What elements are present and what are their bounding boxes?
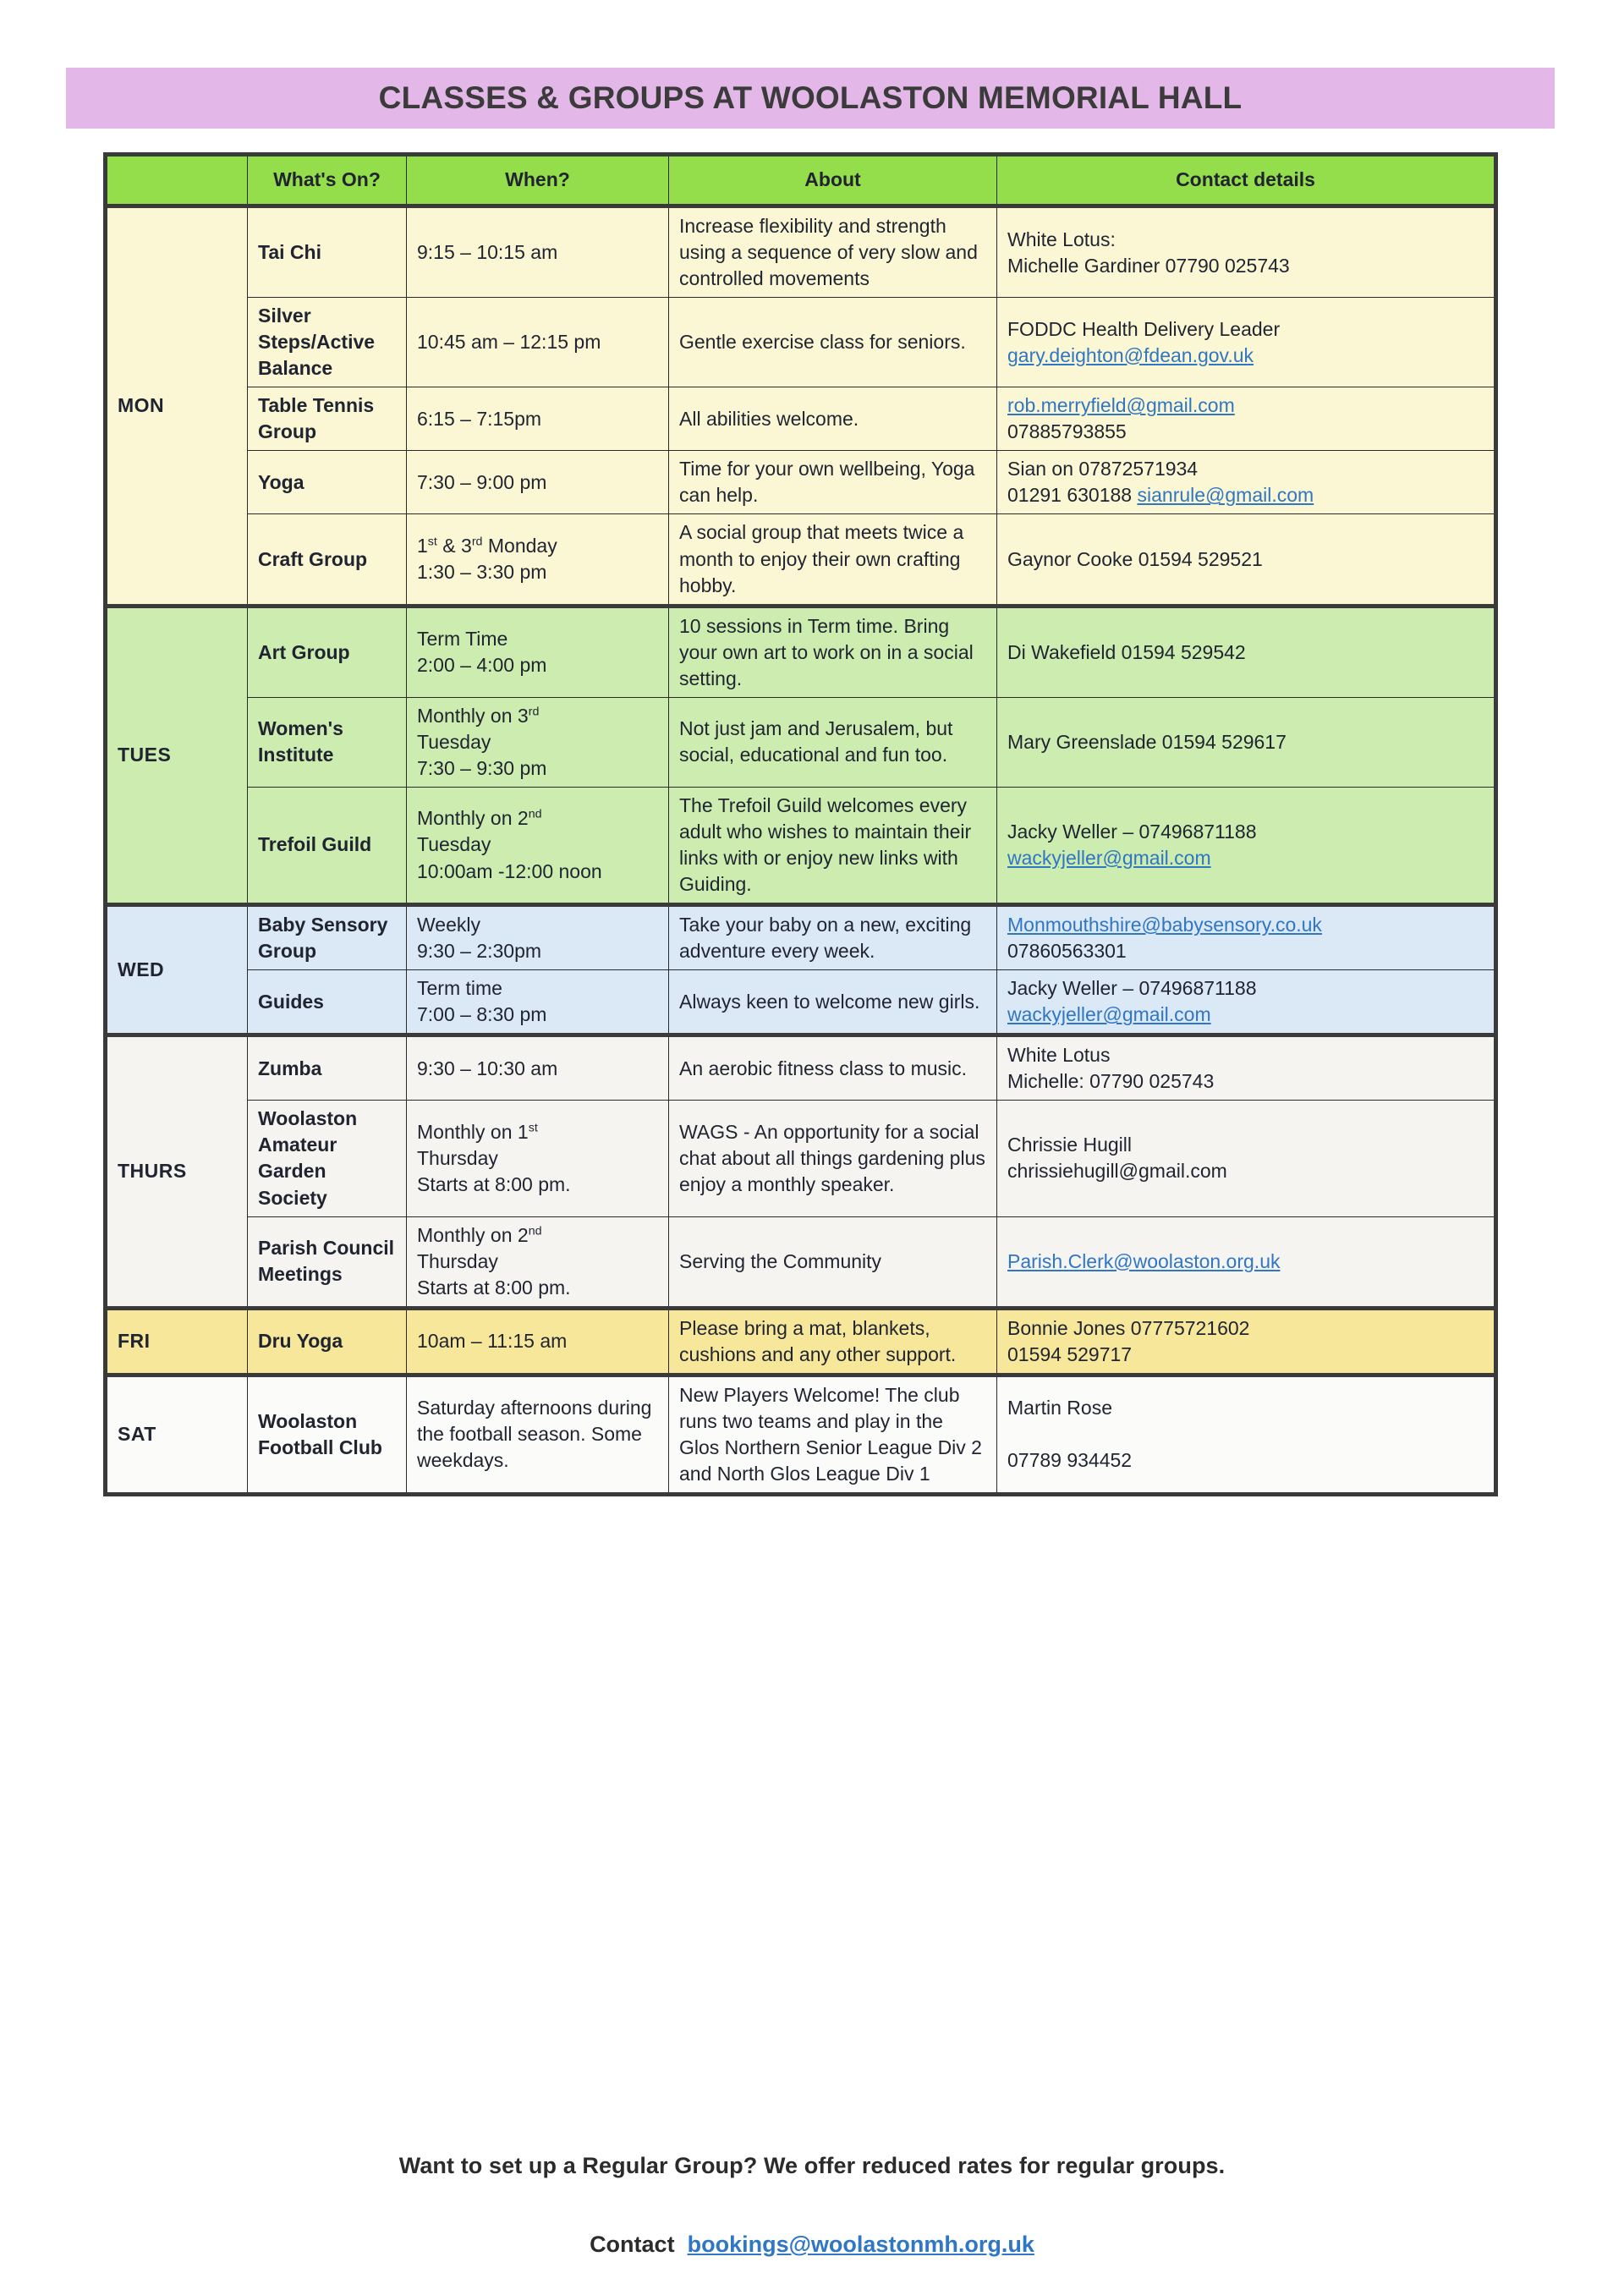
contact-text: Bonnie Jones 07775721602 <box>1007 1316 1250 1339</box>
contact-line <box>1007 1158 1484 1184</box>
activity-contact <box>997 970 1496 1035</box>
column-header-whats-on: What's On? <box>248 155 407 206</box>
table-body <box>106 206 1496 1495</box>
activity-when: 9:30 – 10:30 am <box>407 1035 669 1101</box>
contact-text: Chrissie Hugill <box>1007 1134 1132 1156</box>
contact-text: chrissiehugill@gmail.com <box>1007 1160 1227 1183</box>
activity-when: 10:45 am – 12:15 pm <box>407 298 669 387</box>
contact-line <box>1007 1315 1484 1342</box>
table-row <box>106 1035 1496 1101</box>
activity-when: Monthly on 3rd Tuesday 7:30 – 9:30 pm <box>407 697 669 787</box>
table-row <box>106 387 1496 451</box>
contact-line <box>1007 729 1484 755</box>
activity-contact <box>997 697 1496 787</box>
activity-when: 6:15 – 7:15pm <box>407 387 669 451</box>
contact-email-link[interactable]: wackyjeller@gmail.com <box>1007 1003 1211 1026</box>
contact-line <box>1007 227 1484 253</box>
activity-contact <box>997 1035 1496 1101</box>
contact-line[interactable] <box>1007 845 1484 871</box>
page-title: CLASSES & GROUPS AT WOOLASTON MEMORIAL HALL <box>378 80 1243 115</box>
day-cell-fri: FRI <box>106 1308 248 1375</box>
contact-text: White Lotus <box>1007 1044 1111 1067</box>
activity-when: Term time 7:00 – 8:30 pm <box>407 970 669 1035</box>
activity-about: Gentle exercise class for seniors. <box>669 298 997 387</box>
title-banner <box>66 68 1555 129</box>
activity-about: Increase flexibility and strength using a sequence of very slow and controlled movements <box>669 206 997 298</box>
activity-contact <box>997 1216 1496 1308</box>
activity-about: Always keen to welcome new girls. <box>669 970 997 1035</box>
activity-name: Trefoil Guild <box>248 787 407 904</box>
contact-text: 07885793855 <box>1007 420 1127 443</box>
activity-name: Craft Group <box>248 514 407 606</box>
contact-line <box>1007 482 1484 508</box>
contact-text: 01594 529717 <box>1007 1342 1133 1365</box>
column-header-when: When? <box>407 155 669 206</box>
contact-line <box>1007 316 1484 343</box>
table-row <box>106 697 1496 787</box>
contact-line <box>1007 253 1484 279</box>
contact-text: 07860563301 <box>1007 940 1127 963</box>
activity-name: Table Tennis Group <box>248 387 407 451</box>
activity-contact <box>997 1308 1496 1375</box>
schedule-table-wrapper <box>103 152 1494 1496</box>
activity-about: Time for your own wellbeing, Yoga can help. <box>669 451 997 514</box>
table-row <box>106 1375 1496 1494</box>
contact-text: Michelle Gardiner 07790 025743 <box>1007 254 1290 277</box>
activity-about: Not just jam and Jerusalem, but social, educational and fun too. <box>669 697 997 787</box>
day-cell-tues: TUES <box>106 606 248 904</box>
activity-contact <box>997 905 1496 970</box>
activity-name: Tai Chi <box>248 206 407 298</box>
activity-about: New Players Welcome! The club runs two teams and play in the Glos Northern Senior League Div 2 and North Glos League Div 1 <box>669 1375 997 1494</box>
contact-email-link[interactable]: wackyjeller@gmail.com <box>1007 846 1211 869</box>
activity-about: 10 sessions in Term time. Bring your own art to work on in a social setting. <box>669 606 997 697</box>
contact-text: FODDC Health Delivery Leader <box>1007 317 1281 340</box>
table-row <box>106 970 1496 1035</box>
contact-line[interactable] <box>1007 393 1484 419</box>
contact-line[interactable] <box>1007 343 1484 369</box>
contact-text: Gaynor Cooke 01594 529521 <box>1007 547 1263 570</box>
activity-contact <box>997 514 1496 606</box>
activity-when: 1st & 3rd Monday 1:30 – 3:30 pm <box>407 514 669 606</box>
table-head <box>106 155 1496 206</box>
column-header-day <box>106 155 248 206</box>
activity-about: The Trefoil Guild welcomes every adult who wishes to maintain their links with or enjoy new links with Guiding. <box>669 787 997 904</box>
activity-name: Woolaston Amateur Garden Society <box>248 1101 407 1216</box>
day-cell-sat: SAT <box>106 1375 248 1494</box>
activity-when: Saturday afternoons during the football season. Some weekdays. <box>407 1375 669 1494</box>
activity-when: Monthly on 2nd Tuesday 10:00am -12:00 noon <box>407 787 669 904</box>
contact-text: 01291 630188 <box>1007 484 1138 507</box>
table-row <box>106 606 1496 697</box>
contact-text: Di Wakefield 01594 529542 <box>1007 640 1246 663</box>
contact-line <box>1007 456 1484 482</box>
activity-when: 10am – 11:15 am <box>407 1308 669 1375</box>
contact-line <box>1007 1447 1484 1474</box>
contact-line <box>1007 1421 1484 1447</box>
contact-line <box>1007 975 1484 1002</box>
activity-when: 9:15 – 10:15 am <box>407 206 669 298</box>
activity-contact <box>997 387 1496 451</box>
contact-email-link[interactable]: Parish.Clerk@woolaston.org.uk <box>1007 1249 1281 1272</box>
contact-line <box>1007 1395 1484 1421</box>
activity-contact <box>997 787 1496 904</box>
table-row <box>106 206 1496 298</box>
activity-name: Dru Yoga <box>248 1308 407 1375</box>
activity-when: Term Time 2:00 – 4:00 pm <box>407 606 669 697</box>
table-row <box>106 451 1496 514</box>
activity-contact <box>997 451 1496 514</box>
activity-name: Art Group <box>248 606 407 697</box>
footer <box>0 2153 1624 2258</box>
contact-email-link[interactable]: Monmouthshire@babysensory.co.uk <box>1007 914 1322 936</box>
activity-about: All abilities welcome. <box>669 387 997 451</box>
contact-text: Mary Greenslade 01594 529617 <box>1007 730 1287 753</box>
activity-about: Serving the Community <box>669 1216 997 1308</box>
activity-when: Weekly 9:30 – 2:30pm <box>407 905 669 970</box>
activity-when: 7:30 – 9:00 pm <box>407 451 669 514</box>
contact-line <box>1007 938 1484 964</box>
contact-line <box>1007 419 1484 445</box>
activity-contact <box>997 298 1496 387</box>
contact-line <box>1007 1132 1484 1158</box>
table-row <box>106 905 1496 970</box>
table-row <box>106 1216 1496 1308</box>
contact-text: Jacky Weller – 07496871188 <box>1007 820 1257 843</box>
activity-about: Please bring a mat, blankets, cushions and any other support. <box>669 1308 997 1375</box>
contact-line <box>1007 1068 1484 1095</box>
day-cell-mon: MON <box>106 206 248 607</box>
contact-line <box>1007 1342 1484 1368</box>
table-row <box>106 1101 1496 1216</box>
contact-email-link[interactable]: rob.merryfield@gmail.com <box>1007 394 1235 417</box>
contact-line <box>1007 546 1484 573</box>
column-header-about: About <box>669 155 997 206</box>
activity-about: Take your baby on a new, exciting adventure every week. <box>669 905 997 970</box>
contact-line <box>1007 640 1484 666</box>
day-cell-wed: WED <box>106 905 248 1035</box>
activity-name: Baby Sensory Group <box>248 905 407 970</box>
contact-text: Martin Rose <box>1007 1397 1112 1419</box>
day-cell-thurs: THURS <box>106 1035 248 1308</box>
table-row <box>106 514 1496 606</box>
activity-contact <box>997 206 1496 298</box>
header-row <box>106 155 1496 206</box>
activity-about: A social group that meets twice a month to enjoy their own crafting hobby. <box>669 514 997 606</box>
footer-regular-group-note: Want to set up a Regular Group? We offer reduced rates for regular groups. <box>398 2153 1226 2178</box>
table-row <box>106 1308 1496 1375</box>
activity-name: Parish Council Meetings <box>248 1216 407 1308</box>
activity-about: An aerobic fitness class to music. <box>669 1035 997 1101</box>
contact-line[interactable] <box>1007 1249 1484 1275</box>
contact-text: Sian on 07872571934 <box>1007 458 1199 480</box>
contact-email-link[interactable]: sianrule@gmail.com <box>1137 484 1314 507</box>
activity-when: Monthly on 2nd Thursday Starts at 8:00 pm. <box>407 1216 669 1308</box>
contact-line <box>1007 1042 1484 1068</box>
contact-line[interactable] <box>1007 1002 1484 1028</box>
table-row <box>106 787 1496 904</box>
activity-contact <box>997 1375 1496 1494</box>
column-header-contact: Contact details <box>997 155 1496 206</box>
activity-name: Woolaston Football Club <box>248 1375 407 1494</box>
activity-name: Zumba <box>248 1035 407 1101</box>
activity-name: Yoga <box>248 451 407 514</box>
footer-contact-label: Contact <box>590 2232 675 2257</box>
footer-contact-line <box>0 2232 1624 2258</box>
bookings-email-link[interactable]: bookings@woolastonmh.org.uk <box>687 2232 1034 2257</box>
contact-text: 07789 934452 <box>1007 1449 1133 1472</box>
activity-contact <box>997 606 1496 697</box>
activity-name: Women's Institute <box>248 697 407 787</box>
schedule-table <box>103 152 1498 1496</box>
contact-line <box>1007 819 1484 845</box>
activity-contact <box>997 1101 1496 1216</box>
activity-name: Silver Steps/Active Balance <box>248 298 407 387</box>
contact-text: Michelle: 07790 025743 <box>1007 1070 1215 1093</box>
activity-when: Monthly on 1st Thursday Starts at 8:00 pm. <box>407 1101 669 1216</box>
contact-text: White Lotus: <box>1007 228 1116 250</box>
contact-email-link[interactable]: gary.deighton@fdean.gov.uk <box>1007 343 1254 366</box>
table-row <box>106 298 1496 387</box>
contact-line[interactable] <box>1007 912 1484 938</box>
contact-text: Jacky Weller – 07496871188 <box>1007 977 1257 1000</box>
activity-about: WAGS - An opportunity for a social chat about all things gardening plus enjoy a monthly speaker. <box>669 1101 997 1216</box>
activity-name: Guides <box>248 970 407 1035</box>
